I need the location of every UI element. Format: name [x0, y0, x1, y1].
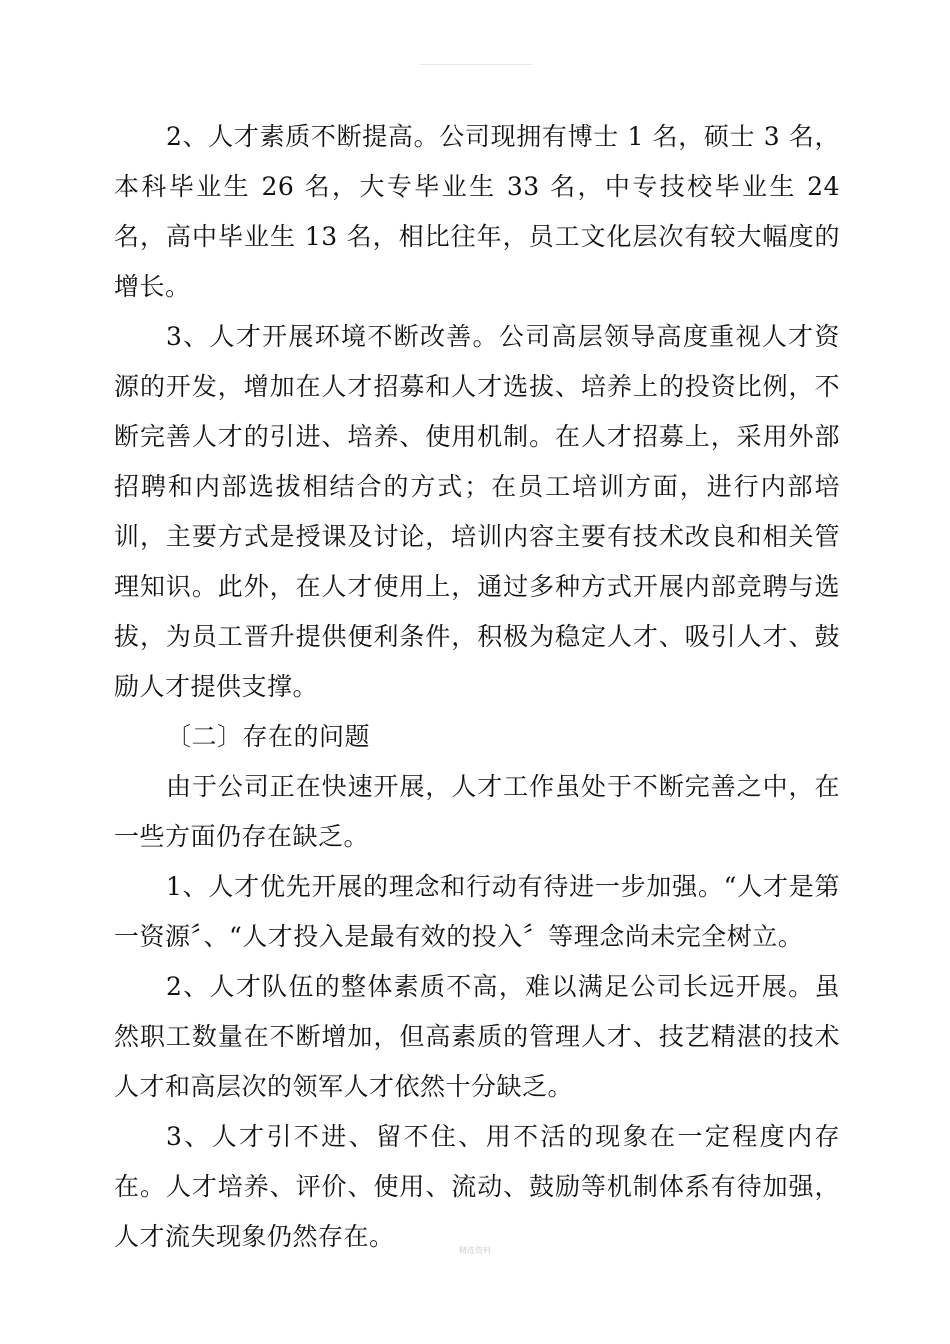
header-rule [420, 64, 532, 65]
document-body [114, 112, 840, 1262]
paragraph-talent-quality: 2、人才素质不断提高。公司现拥有博士 1 名，硕士 3 名，本科毕业生 26 名，大专毕业生 33 名，中专技校毕业生 24 名，高中毕业生 13 名，相比往年，员工文化层次有较大幅度的增长。 [114, 122, 840, 301]
paragraph-problem-1: 1、人才优先开展的理念和行动有待进一步加强。“人才是第一资源〞、“人才投入是最有效的投入〞等理念尚未完全树立。 [114, 872, 840, 951]
section-heading: 〔二〕存在的问题 [166, 722, 371, 751]
footer-watermark: 精选资料 [459, 1246, 491, 1255]
paragraph-problems-intro: 由于公司正在快速开展，人才工作虽处于不断完善之中，在一些方面仍存在缺乏。 [114, 772, 840, 851]
paragraph-problem-3: 3、人才引不进、留不住、用不活的现象在一定程度内存在。人才培养、评价、使用、流动、鼓励等机制体系有待加强，人才流失现象仍然存在。 [114, 1122, 840, 1251]
paragraph-problem-2: 2、人才队伍的整体素质不高，难以满足公司长远开展。虽然职工数量在不断增加，但高素质的管理人才、技艺精湛的技术人才和高层次的领军人才依然十分缺乏。 [114, 972, 840, 1101]
paragraph-talent-environment: 3、人才开展环境不断改善。公司高层领导高度重视人才资源的开发，增加在人才招募和人才选拔、培养上的投资比例，不断完善人才的引进、培养、使用机制。在人才招募上，采用外部招聘和内部选拔相结合的方式；在员工培训方面，进行内部培训，主要方式是授课及讨论，培训内容主要有技术改良和相关管理知识。此外，在人才使用上，通过多种方式开展内部竞聘与选拔，为员工晋升提供便利条件，积极为稳定人才、吸引人才、鼓励人才提供支撑。 [114, 322, 840, 701]
